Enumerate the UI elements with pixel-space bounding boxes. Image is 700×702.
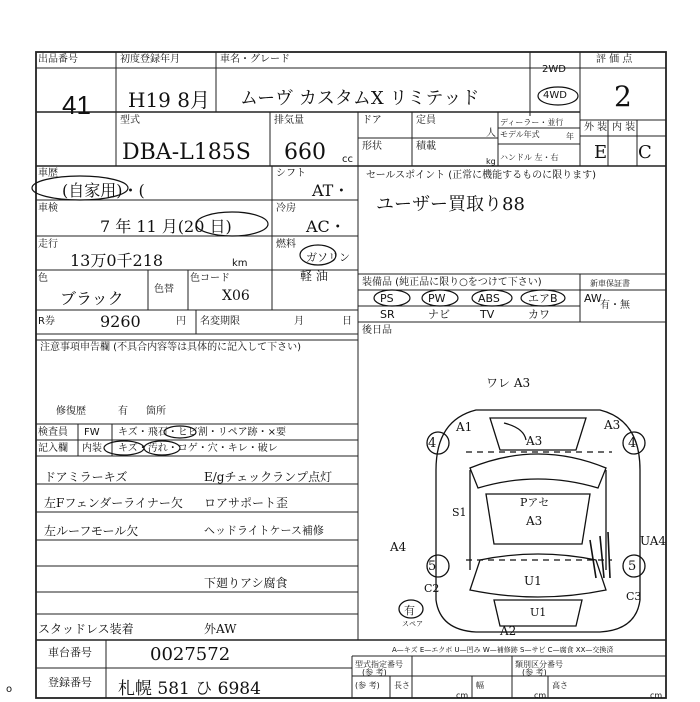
- displacement-label: 排気量: [274, 115, 304, 126]
- month-unit: 月: [294, 316, 304, 327]
- equip-airbag: エアB: [528, 292, 558, 305]
- mark-c2: C2: [424, 582, 440, 595]
- history-label: 車歴: [38, 168, 58, 179]
- width-label: 幅: [476, 681, 484, 690]
- corner-mark: o: [6, 684, 13, 695]
- drive-2wd: 2WD: [542, 64, 566, 75]
- score-value: 2: [614, 80, 632, 113]
- damage-legend: A—キズ E—エクボ U—凹み W—補修跡 S—サビ C—腐食 XX—交換済: [392, 646, 614, 654]
- equip-aw: AW: [584, 292, 602, 305]
- score-label: 評 価 点: [596, 54, 633, 65]
- equip-pw: PW: [428, 292, 446, 305]
- mark-spare-yes: 有: [404, 604, 415, 617]
- lot-number: 41: [62, 90, 91, 120]
- back-seat-label: 後日品: [362, 325, 392, 336]
- chassis-value: 0027572: [150, 644, 231, 665]
- mark-wheel-rl: 5: [428, 559, 437, 574]
- length-unit: cm: [456, 691, 469, 700]
- equip-navi: ナビ: [428, 308, 450, 321]
- lot-number-label: 出品番号: [38, 54, 78, 65]
- first-registration-value: H19 8月: [128, 88, 210, 112]
- mileage-label: 走行: [38, 239, 58, 250]
- mileage-unit: km: [232, 258, 248, 269]
- interior-legend: キズ・汚れ・コゲ・穴・キレ・破レ: [118, 443, 278, 454]
- dealer-label: ディーラー・並行: [500, 118, 564, 127]
- handle-label: ハンドル 左・右: [500, 153, 559, 162]
- equip-abs: ABS: [478, 292, 500, 305]
- model-year-label: モデル年式: [500, 130, 540, 139]
- report-right-2: ロアサポート歪: [204, 496, 289, 510]
- type-ref: (参 考): [362, 668, 387, 677]
- car-name-label: 車名・グレード: [220, 54, 290, 65]
- equip-tv: TV: [480, 308, 495, 321]
- color-value: ブラック: [60, 289, 124, 308]
- fuel-label: 燃料: [276, 239, 296, 250]
- report-left-3: 左ルーフモール欠: [44, 524, 139, 538]
- width-unit: cm: [534, 691, 547, 700]
- type-number-label: 型式指定番号: [355, 660, 403, 669]
- color-code-label: 色コード: [190, 273, 230, 284]
- repair-history-value: 有: [118, 406, 128, 417]
- inspection-value: 7 年 11 月(20 日): [100, 217, 232, 236]
- repair-history-label: 修復歴: [56, 406, 86, 417]
- mark-a3-right: A3: [604, 418, 621, 432]
- load-unit: kg: [486, 157, 496, 166]
- plate-label: 登録番号: [48, 676, 92, 689]
- interior-label: 内 装: [612, 122, 636, 133]
- ac-value: AC・: [306, 217, 346, 236]
- mark-a1: A1: [456, 420, 473, 434]
- displacement-unit: cc: [342, 154, 353, 165]
- recycle-value: 9260: [100, 312, 141, 331]
- equipment-label: 装備品 (純正品に限り○をつけて下さい): [362, 277, 542, 288]
- class-number-label: 類別区分番号: [515, 660, 563, 669]
- name-change-label: 名変期限: [200, 316, 240, 327]
- height-label: 高さ: [552, 681, 568, 690]
- fw-label: FW: [84, 427, 100, 438]
- plate-value: 札幌 581 ひ 6984: [118, 679, 261, 699]
- equip-leather: カワ: [528, 308, 550, 321]
- notes-label: 注意事項申告欄 (不具合内容等は具体的に記入して下さい): [40, 342, 301, 353]
- mark-rear-u1: U1: [524, 574, 542, 588]
- report-right-6: 外AW: [204, 622, 237, 636]
- warranty-value: 有・無: [600, 300, 630, 311]
- mark-roof-a3: A3: [526, 514, 543, 528]
- chassis-label: 車台番号: [48, 646, 92, 659]
- report-right-3: ヘッドライトケース補修: [204, 524, 324, 537]
- shift-label: シフト: [276, 168, 306, 179]
- mark-a2: A2: [500, 624, 517, 638]
- shift-value: AT・: [312, 181, 350, 200]
- mark-a4: A4: [390, 540, 407, 554]
- first-registration-label: 初度登録年月: [120, 54, 180, 65]
- ac-label: 冷房: [276, 203, 296, 214]
- door-label: ドア: [362, 115, 382, 126]
- mark-s1: S1: [452, 506, 467, 519]
- mark-bumper-u1: U1: [530, 606, 547, 619]
- recycle-unit: 円: [176, 316, 186, 327]
- report-left-1: ドアミラーキズ: [44, 470, 128, 484]
- spare-label: スペア: [402, 620, 423, 628]
- car-name-value: ムーヴ カスタムX リミテッド: [240, 88, 480, 109]
- report-left-2: 左Fフェンダーライナー欠: [44, 496, 183, 510]
- history-value: (自家用)・(: [62, 181, 145, 200]
- sales-point-value: ユーザー買取り88: [376, 194, 525, 215]
- mark-roof-pase: Pアセ: [520, 496, 550, 509]
- color-change-label: 色替: [154, 284, 174, 295]
- exterior-label: 外 装: [584, 122, 608, 133]
- mileage-value: 13万0千218: [70, 251, 164, 270]
- model-label: 型式: [120, 115, 140, 126]
- mark-c3: C3: [626, 590, 642, 603]
- repair-location-label: 箇所: [146, 406, 166, 417]
- interior-value: C: [638, 142, 652, 163]
- interior-entry-label: 内装: [82, 443, 102, 454]
- drive-4wd: 4WD: [543, 90, 567, 101]
- inspector-label: 検査員: [38, 427, 68, 438]
- mark-wheel-fr: 4: [628, 436, 637, 451]
- class-ref: (参 考): [522, 668, 547, 677]
- load-label: 積載: [416, 141, 436, 152]
- report-right-1: E/gチェックランプ点灯: [204, 470, 333, 484]
- report-left-6: スタッドレス装着: [38, 622, 134, 636]
- mark-wheel-fl: 4: [428, 436, 437, 451]
- color-code-value: X06: [222, 288, 250, 304]
- length-label: 長さ: [394, 681, 410, 690]
- year-unit: 年: [566, 132, 574, 141]
- color-label: 色: [38, 273, 48, 284]
- ref-bottom: (参 考): [355, 681, 380, 690]
- model-value: DBA-L185S: [122, 140, 251, 165]
- exterior-legend: キズ・飛石・ヒビ割・リペア跡・×要: [118, 427, 286, 438]
- entry-label: 記入欄: [38, 443, 68, 454]
- height-unit: cm: [650, 691, 663, 700]
- exterior-value: E: [594, 142, 608, 163]
- mark-roof-crack: ワレ A3: [486, 376, 531, 390]
- mark-hood-a3: A3: [526, 434, 543, 448]
- sales-point-label: セールスポイント (正常に機能するものに限ります): [366, 170, 597, 181]
- capacity-label: 定員: [416, 115, 436, 126]
- report-right-5: 下廻りアシ腐食: [204, 576, 288, 590]
- warranty-label: 新車保証書: [590, 279, 630, 288]
- capacity-unit: 人: [486, 128, 496, 139]
- fuel-diesel: 軽 油: [300, 269, 328, 283]
- inspection-label: 車検: [38, 203, 58, 214]
- mark-wheel-rr: 5: [628, 559, 637, 574]
- equip-ps: PS: [380, 292, 394, 305]
- displacement-value: 660: [284, 140, 326, 165]
- mark-ua4: UA4: [640, 534, 667, 548]
- equip-sr: SR: [380, 308, 395, 321]
- fuel-gasoline: ガソリン: [306, 251, 350, 264]
- shape-label: 形状: [362, 141, 382, 152]
- recycle-label: R券: [38, 316, 55, 327]
- day-unit: 日: [342, 316, 352, 327]
